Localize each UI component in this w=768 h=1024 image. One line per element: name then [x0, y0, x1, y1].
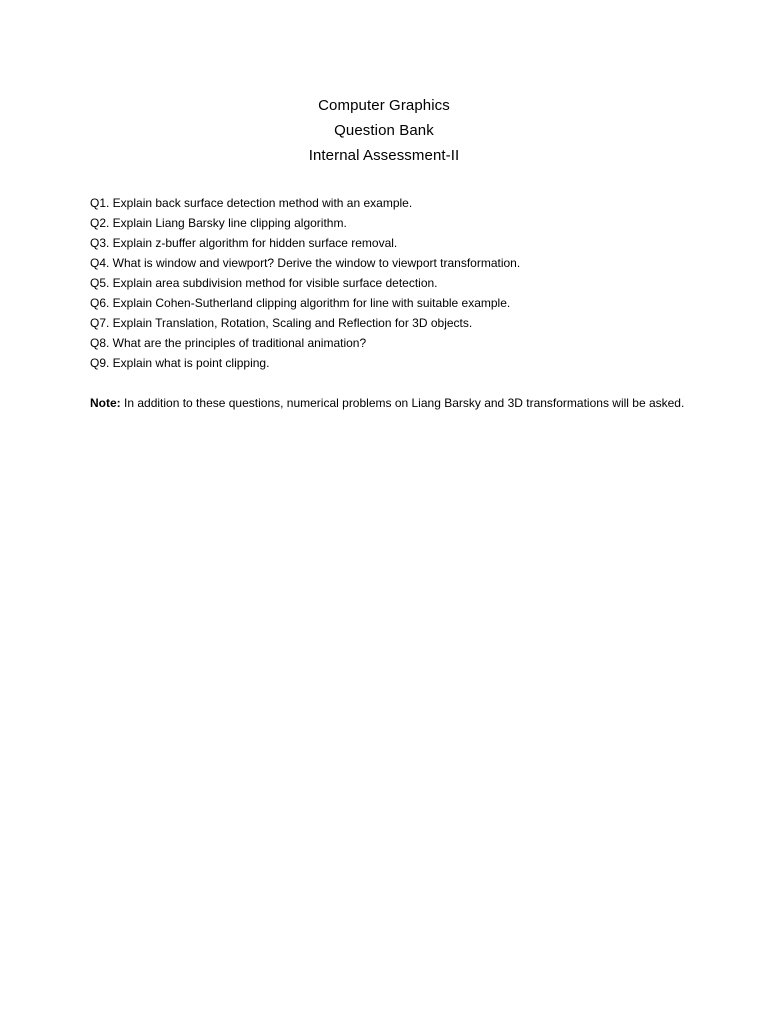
question-item: Q1. Explain back surface detection method with an example. [90, 196, 413, 210]
course-title: Computer Graphics [318, 97, 450, 114]
question-item: Q2. Explain Liang Barsky line clipping algorithm. [90, 216, 347, 230]
document-header [0, 93, 768, 168]
assessment-title: Internal Assessment-II [308, 147, 460, 164]
question-item: Q6. Explain Cohen-Sutherland clipping algorithm for line with suitable example. [90, 296, 511, 310]
question-list [90, 193, 690, 373]
question-item: Q3. Explain z-buffer algorithm for hidden surface removal. [90, 236, 398, 250]
document-subtitle: Question Bank [334, 122, 434, 139]
question-item: Q8. What are the principles of traditional animation? [90, 336, 367, 350]
question-item: Q9. Explain what is point clipping. [90, 356, 270, 370]
question-item: Q4. What is window and viewport? Derive the window to viewport transformation. [90, 256, 521, 270]
question-item: Q5. Explain area subdivision method for visible surface detection. [90, 276, 438, 290]
note-paragraph [90, 393, 690, 413]
question-item: Q7. Explain Translation, Rotation, Scaling and Reflection for 3D objects. [90, 316, 473, 330]
note-label: Note: [90, 396, 121, 410]
note-text: In addition to these questions, numerical problems on Liang Barsky and 3D transformations will be asked. [120, 396, 685, 410]
